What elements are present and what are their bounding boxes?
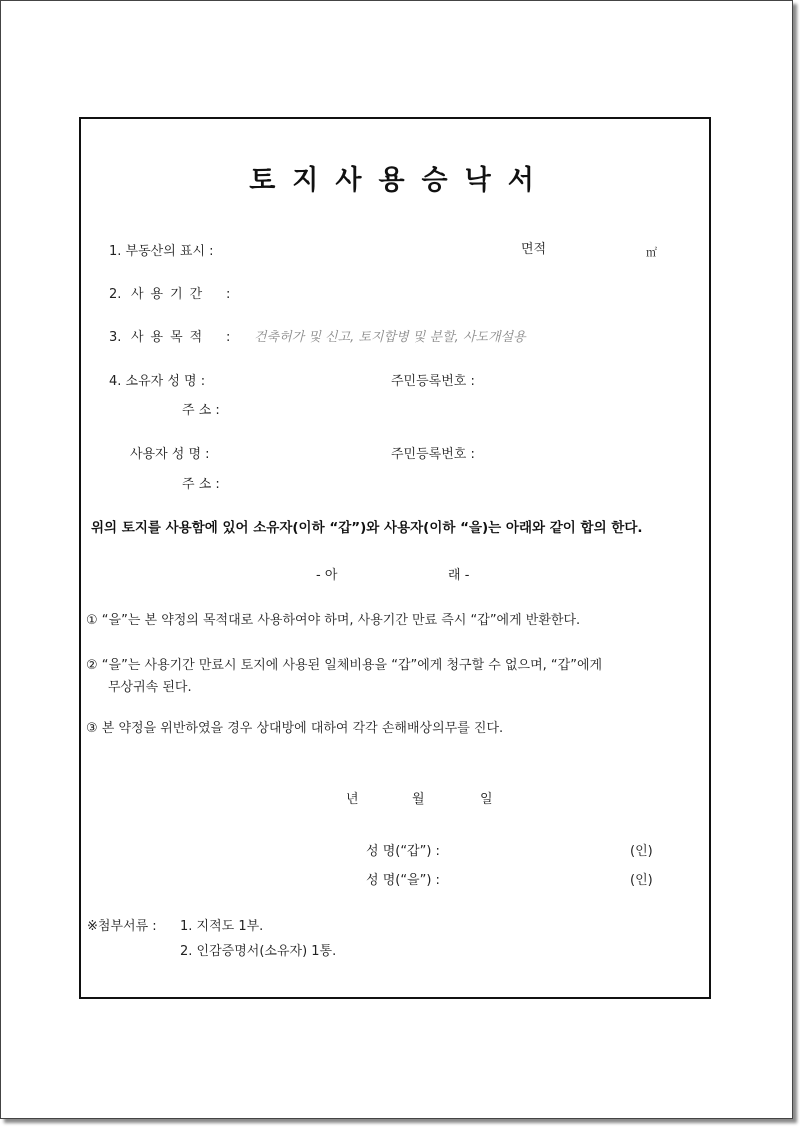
period-number: 2. xyxy=(109,287,122,302)
property-label: 1. 부동산의 표시 : xyxy=(109,244,214,259)
area-label: 면적 xyxy=(521,242,547,257)
purpose-value: 건축허가 및 신고, 토지합병 및 분할, 사도개설용 xyxy=(254,330,526,345)
attachments-label: ※첨부서류 : xyxy=(87,919,157,934)
purpose-label: 사용목적 xyxy=(131,330,210,345)
user-name-label: 사용자 성 명 : xyxy=(130,447,210,462)
owner-name-label: 4. 소유자 성 명 : xyxy=(109,374,206,389)
section-heading-left: - 아 xyxy=(316,568,338,583)
signature-gap-label: 성 명(“갑”) : xyxy=(366,844,440,859)
attachment-2: 2. 인감증명서(소유자) 1통. xyxy=(180,944,337,959)
user-reg-label: 주민등록번호 : xyxy=(391,447,475,462)
area-unit: ㎡ xyxy=(646,246,657,259)
owner-reg-label: 주민등록번호 : xyxy=(391,374,475,389)
section-heading-right: 래 - xyxy=(448,568,470,583)
period-label: 사용기간 xyxy=(131,287,210,302)
period-colon: : xyxy=(226,287,231,302)
clause-3: ③ 본 약정을 위반하였을 경우 상대방에 대하여 각각 손해배상의무를 진다. xyxy=(86,721,504,736)
agreement-statement: 위의 토지를 사용함에 있어 소유자(이하 “갑”)와 사용자(이하 “을)는 아래와 같이 합의 한다. xyxy=(91,520,643,536)
date-year: 년 xyxy=(346,792,359,807)
clause-2-line-1: ② “을”는 사용기간 만료시 토지에 사용된 일체비용을 “갑”에게 청구할 수 없으며, “갑”에게 xyxy=(86,658,603,673)
date-month: 월 xyxy=(412,792,425,807)
purpose-number: 3. xyxy=(109,330,122,345)
date-day: 일 xyxy=(480,792,493,807)
purpose-colon: : xyxy=(226,330,231,345)
clause-1: ① “을”는 본 약정의 목적대로 사용하여야 하며, 사용기간 만료 즉시 “갑”에게 반환한다. xyxy=(86,613,581,628)
signature-gap-seal: (인) xyxy=(630,844,653,859)
clause-2-line-2: 무상귀속 된다. xyxy=(108,680,192,695)
owner-address-label: 주 소 : xyxy=(182,403,220,418)
attachment-1: 1. 지적도 1부. xyxy=(180,919,264,934)
form-title: 토지사용승낙서 xyxy=(249,165,551,196)
signature-eul-seal: (인) xyxy=(630,873,653,888)
user-address-label: 주 소 : xyxy=(182,477,220,492)
signature-eul-label: 성 명(“을”) : xyxy=(366,873,440,888)
